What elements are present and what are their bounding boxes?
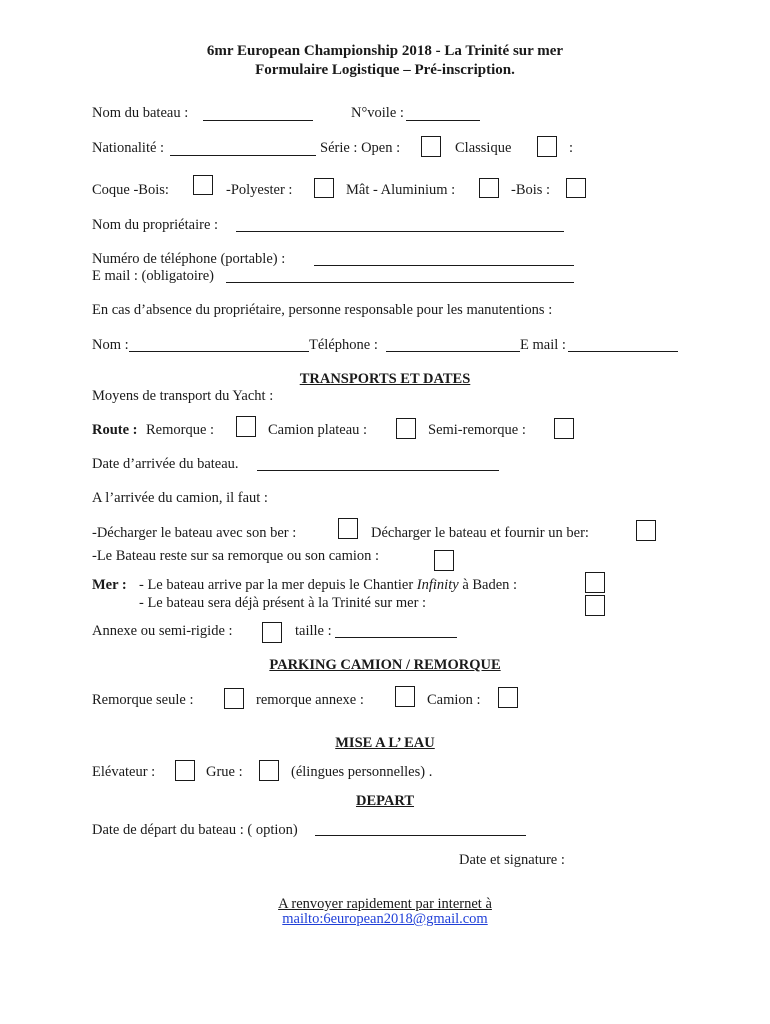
arrival-date-field[interactable] — [257, 470, 499, 471]
already-present-checkbox[interactable] — [585, 595, 605, 616]
tender-size-label: taille : — [295, 623, 332, 639]
departure-heading: DEPART — [355, 793, 415, 809]
semitrailer-checkbox[interactable] — [554, 418, 574, 439]
trailer-checkbox[interactable] — [236, 416, 256, 437]
by-sea-label — [139, 576, 517, 594]
already-present-label: - Le bateau sera déjà présent à la Trinité sur mer : — [139, 595, 427, 611]
arrival-date-label: Date d’arrivée du bateau. — [92, 456, 239, 472]
form-title: 6mr European Championship 2018 - La Trinité sur mer — [206, 43, 564, 59]
nationality-field[interactable] — [170, 155, 316, 156]
parking-truck-checkbox[interactable] — [498, 687, 518, 708]
boat-name-label: Nom du bateau : — [92, 105, 189, 121]
mast-aluminium-checkbox[interactable] — [479, 178, 499, 198]
trailer-tender-checkbox[interactable] — [395, 686, 415, 707]
slings-note: (élingues personnelles) . — [291, 764, 433, 780]
forklift-label: Elévateur : — [92, 764, 156, 780]
contact-name-label: Nom : — [92, 337, 129, 353]
unload-provide-cradle-checkbox[interactable] — [636, 520, 656, 541]
mast-wood-checkbox[interactable] — [566, 178, 586, 198]
sea-label: Mer : — [92, 577, 127, 593]
owner-email-field[interactable] — [226, 282, 574, 283]
owner-phone-field[interactable] — [314, 265, 574, 266]
owner-email-label: E mail : (obligatoire) — [92, 268, 215, 284]
parking-heading: PARKING CAMION / REMORQUE — [269, 657, 501, 673]
series-classic-label: Classique — [455, 140, 512, 156]
forklift-checkbox[interactable] — [175, 760, 195, 781]
trailer-only-checkbox[interactable] — [224, 688, 244, 709]
hull-polyester-checkbox[interactable] — [314, 178, 334, 198]
nationality-label: Nationalité : — [92, 140, 165, 156]
parking-truck-label: Camion : — [427, 692, 481, 708]
contact-email-field[interactable] — [568, 351, 678, 352]
absence-text: En cas d’absence du propriétaire, personne responsable pour les manutentions : — [92, 302, 553, 318]
contact-phone-label: Téléphone : — [309, 337, 378, 353]
mailto-link[interactable]: mailto:6european2018@gmail.com — [282, 911, 488, 927]
crane-label: Grue : — [206, 764, 243, 780]
sail-number-label: N°voile : — [351, 105, 404, 121]
crane-checkbox[interactable] — [259, 760, 279, 781]
by-sea-suffix: à Baden : — [462, 577, 518, 593]
launch-heading: MISE A L’ EAU — [335, 735, 435, 751]
tender-checkbox[interactable] — [262, 622, 282, 643]
series-classic-checkbox[interactable] — [537, 136, 557, 157]
contact-name-field[interactable] — [129, 351, 309, 352]
series-open-label: Série : Open : — [320, 140, 401, 156]
transports-heading: TRANSPORTS ET DATES — [299, 371, 471, 387]
by-sea-shipyard: Infinity — [416, 577, 459, 593]
contact-phone-field[interactable] — [386, 351, 520, 352]
mailto-wrapper — [0, 910, 770, 928]
tender-label: Annexe ou semi-rigide : — [92, 623, 233, 639]
trailer-only-label: Remorque seule : — [92, 692, 194, 708]
hull-wood-checkbox[interactable] — [193, 175, 213, 195]
sail-number-field[interactable] — [406, 120, 480, 121]
series-colon: : — [569, 140, 574, 156]
owner-name-field[interactable] — [236, 231, 564, 232]
mast-aluminium-label: Mât - Aluminium : — [346, 182, 456, 198]
transport-means-label: Moyens de transport du Yacht : — [92, 388, 274, 404]
departure-date-label: Date de départ du bateau : ( option) — [92, 822, 298, 838]
send-instruction: A renvoyer rapidement par internet à — [278, 896, 492, 912]
stays-on-trailer-checkbox[interactable] — [434, 550, 454, 571]
form-subtitle: Formulaire Logistique – Pré-inscription. — [255, 62, 515, 78]
mast-wood-label: -Bois : — [511, 182, 551, 198]
truck-arrival-text: A l’arrivée du camion, il faut : — [92, 490, 268, 506]
unload-with-cradle-label: -Décharger le bateau avec son ber : — [92, 525, 297, 541]
tender-size-field[interactable] — [335, 637, 457, 638]
contact-email-label: E mail : — [520, 337, 566, 353]
departure-date-field[interactable] — [315, 835, 526, 836]
stays-on-trailer-label: -Le Bateau reste sur sa remorque ou son camion : — [92, 548, 380, 564]
by-sea-checkbox[interactable] — [585, 572, 605, 593]
owner-phone-label: Numéro de téléphone (portable) : — [92, 251, 286, 267]
date-signature-label: Date et signature : — [459, 852, 565, 868]
boat-name-field[interactable] — [203, 120, 313, 121]
by-sea-prefix: - Le bateau arrive par la mer depuis le Chantier — [139, 577, 414, 593]
route-label: Route : — [92, 422, 138, 438]
unload-provide-cradle-label: Décharger le bateau et fournir un ber: — [371, 525, 589, 541]
semitrailer-label: Semi-remorque : — [428, 422, 526, 438]
series-open-checkbox[interactable] — [421, 136, 441, 157]
owner-name-label: Nom du propriétaire : — [92, 217, 219, 233]
trailer-tender-label: remorque annexe : — [256, 692, 364, 708]
hull-wood-label: Coque -Bois: — [92, 182, 169, 198]
unload-with-cradle-checkbox[interactable] — [338, 518, 358, 539]
trailer-label: Remorque : — [146, 422, 215, 438]
flatbed-checkbox[interactable] — [396, 418, 416, 439]
hull-polyester-label: -Polyester : — [226, 182, 293, 198]
flatbed-label: Camion plateau : — [268, 422, 368, 438]
